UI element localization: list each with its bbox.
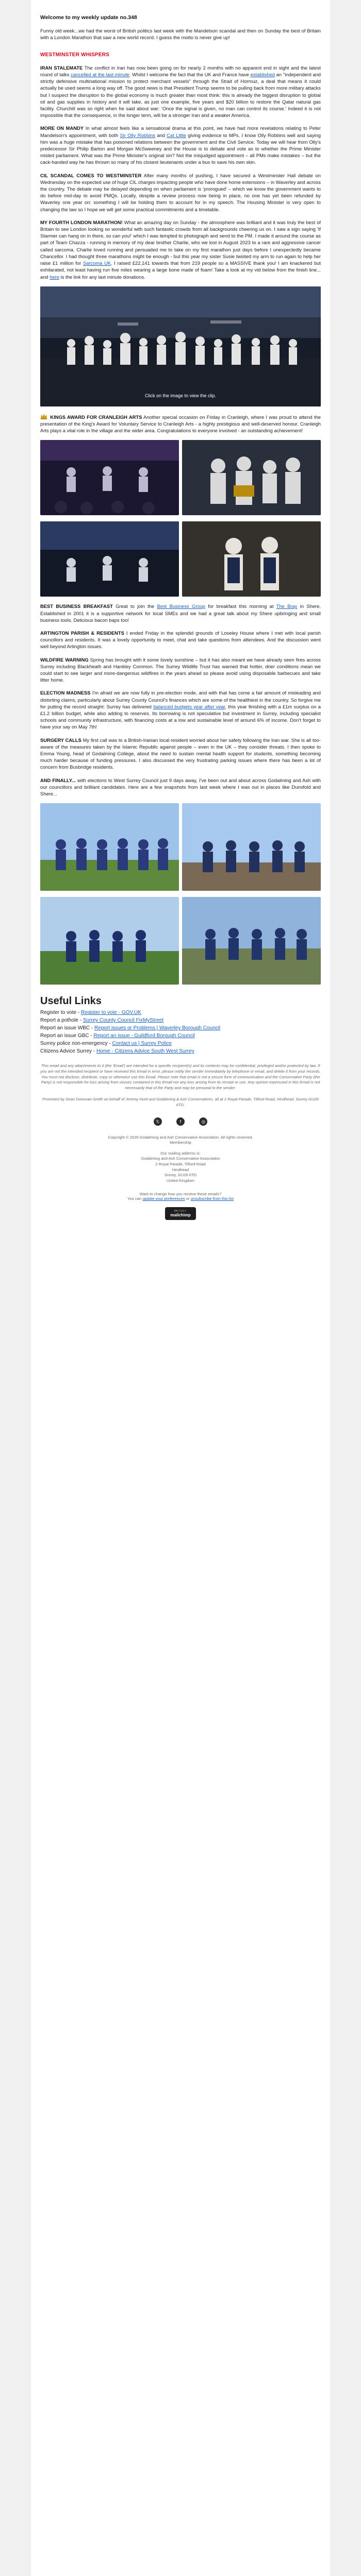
useful-link[interactable]: Report an issue - Guildford Borough Council xyxy=(93,1033,195,1039)
cranleigh-photos xyxy=(40,440,321,515)
the-bray-link[interactable]: The Bray xyxy=(276,603,298,609)
iran-lead: IRAN STALEMATE xyxy=(40,64,83,71)
marathon-photo xyxy=(40,286,321,406)
section-title: WESTMINSTER WHISPERS xyxy=(40,52,110,58)
marathon-text3: is the link for any last minute donations. xyxy=(59,274,145,280)
mandy-text1: In what almost feels like a sensational drama at this point, we have had more revelations relating to Peter Mandelson's appointment, with both xyxy=(40,125,321,138)
election-lead: ELECTION MADNESS xyxy=(40,690,91,696)
arrington-lead: ARTINGTON PARISH & RESIDENTS xyxy=(40,630,124,636)
useful-link[interactable]: Home - Citizens Advice South West Surrey xyxy=(96,1048,194,1055)
donation-here-link[interactable]: here xyxy=(50,274,60,280)
finally-paragraph xyxy=(40,777,321,798)
marathon-text1: What an amazing day on Sunday - the atmosphere was brilliant and it was truly the best of Britain to see London looking so wonderful with such fantastic crowds from all backgrounds cheering us on. I saw a sign saying 'If Starmer can hang on in there, so can you!' which I was tempted to photograph and send to the PM. I made it around the course as part of Team Chazza - running in memory of my dear brother Charlie, who we lost in August 2023 to a rare and aggressive cancer called sarcoma. Charlie loved running and persuaded me to take on my first marathon just days before I unexpectedly became Chancellor. I had thought three marathons might be enough - but this year my sister Susie twisted my arm to run again to help her raise £1 million for xyxy=(40,219,321,266)
cranleigh-photo-4 xyxy=(182,521,321,597)
wildfire-text: Spring has brought with it some lovely sunshine – but it has also meant we have already seen fires across Surrey including Blackheath and Hankley Common. The Surrey Wildlife Trust has warned that hotter, drier conditions mean we could start to see larger and more-dangerous wildfires in the years ahead so please avoid using disposable barbecues and take litter home. xyxy=(40,656,321,683)
iran-text2: . Whilst I welcome the fact that the UK and France have xyxy=(129,72,251,78)
social-links xyxy=(40,1116,321,1126)
breakfast-text2: for breakfast this morning at xyxy=(205,603,276,609)
address-line: Surrey, GU26 6TD xyxy=(164,1173,197,1178)
preferences-line xyxy=(40,1196,321,1201)
useful-link[interactable]: Report issues or Problems | Waverley Borough Council xyxy=(94,1025,221,1031)
breakfast-lead: BEST BUSINESS BREAKFAST xyxy=(40,603,113,609)
useful-link-label: Report an issue WBC - xyxy=(40,1025,95,1031)
campaign-photo-4 xyxy=(182,897,321,985)
cranleigh-photo-2 xyxy=(182,440,321,515)
address-line: United Kingdom xyxy=(166,1178,195,1183)
wildfire-lead: WILDFIRE WARNING xyxy=(40,656,89,663)
intuit-label: INTUIT xyxy=(174,1210,187,1213)
mandy-text3: giving evidence to MPs. I know Olly Robbins well and saying him was a huge mistake that has poisoned relations between the government and the Civil Service. Today we will hear from Olly's predecessor Sir Philip Barton and Morgan McSweeney and the House is to debate and vote as to whether the Prime Minister misled parliament. What was the Prime Minister's original sin? Not the misjudged appointment – all PMs make mistakes – but the cack-handed way he has thrown so many of his closest lieutenants under a bus to save his own skin. xyxy=(40,132,321,165)
useful-link[interactable]: Register to vote - GOV.UK xyxy=(80,1010,141,1016)
useful-links xyxy=(40,995,321,1055)
greeting: Welcome to my weekly update no.348 xyxy=(40,14,137,21)
x-twitter-icon[interactable]: 𝕏 xyxy=(154,1117,162,1126)
mandy-paragraph xyxy=(40,125,321,165)
wildfire-paragraph xyxy=(40,656,321,684)
cil-lead: CIL SCANDAL COMES TO WESTMINSTER xyxy=(40,172,142,178)
change-text: Want to change how you receive these emails? xyxy=(139,1192,222,1197)
surgery-lead: SURGERY CALLS xyxy=(40,737,81,743)
useful-link[interactable]: Surrey County Council FixMyStreet xyxy=(83,1018,163,1024)
address-line: 2 Royal Parade, Tilford Road xyxy=(155,1161,206,1166)
marathon-paragraph xyxy=(40,219,321,280)
kings-text: Another special occasion on Friday in Cranleigh, where I was proud to attend the presentation of the King's Award for Voluntary Service to Cranleigh Arts - a highly prestigious and well-deserved honour. Cranleigh Arts plays a vital role in the village and the wider area. Congratulations to everyone involved - an outstanding achievement! xyxy=(40,414,321,434)
video-caption[interactable]: Click on the image to view the clip. xyxy=(144,393,217,398)
sarcoma-uk-link[interactable]: Sarcoma UK xyxy=(83,260,111,266)
finally-text: with elections to West Surrey Council just 9 days away, I've been out and about across Godalming and Ash with our councillors and brilliant candidates. Here are a few snapshots from last week where I was out in places like Dunsfold and Shere... xyxy=(40,777,321,796)
useful-link-row xyxy=(40,1024,321,1032)
mandy-lead: MORE ON MANDY xyxy=(40,125,84,131)
preferences-block xyxy=(40,1192,321,1220)
useful-link-label: Report an issue GBC - xyxy=(40,1033,94,1039)
membership: Membership xyxy=(170,1140,191,1145)
useful-links-title: Useful Links xyxy=(40,995,102,1007)
copyright: Copyright © 2026 Godalming and Ash Conservative Association. All rights reserved. xyxy=(108,1134,253,1140)
kings-lead: KINGS AWARD FOR CRANLEIGH ARTS xyxy=(50,414,142,420)
campaign-photos-2 xyxy=(40,897,321,985)
mailchimp-label: mailchimp xyxy=(170,1213,191,1218)
useful-link-row xyxy=(40,1032,321,1040)
preferences-or: or xyxy=(185,1196,191,1201)
intro-paragraph: Funny old week...we had the worst of British politics last week with the Mandelson scandal and then on Sunday the best of Britain with a London Marathon that saw a new world record. I guess the motto is never give up! xyxy=(40,28,321,41)
address-line: Godalming and Ash Conservative Association xyxy=(141,1156,220,1161)
footer xyxy=(31,1055,330,1220)
legal-disclaimer: This email and any attachments to it (the 'Email') are intended for a specific recipient(s) and its contents may be confidential, privileged and/or protected by law. If you are not the intended recipient or have received this Email in error, please notify the sender immediately by telephone or email, and delete it from your records. You must not disclose, distribute, copy or otherwise use this Email. Please note that email is not a secure form of communication and the Conservative Party (the Party) is not responsible for loss arising from viruses contained in this Email nor any loss arising from its receipt or use. Any opinion expressed in this Email is not necessarily that of the Party and may be personal to the sender. xyxy=(40,1063,321,1090)
promoted-by: Promoted by Sean Donovan-Smith on behalf of Jeremy Hunt and Godalming & Ash Conservatives, all at 2 Royal Parade, Tilford Road, Hindhead, Surrey GU26 6TD. xyxy=(42,1097,319,1107)
cranleigh-photo-3 xyxy=(40,521,179,597)
cranleigh-photos-2 xyxy=(40,521,321,597)
address-line: Hindhead xyxy=(172,1167,189,1172)
cil-paragraph xyxy=(40,172,321,213)
copyright-block xyxy=(40,1135,321,1184)
preferences-prefix: You can xyxy=(127,1196,143,1201)
mailchimp-badge[interactable] xyxy=(165,1207,196,1220)
cat-little-link[interactable]: Cat Little xyxy=(167,132,186,138)
crown-icon xyxy=(40,413,47,420)
email-body xyxy=(31,0,330,1055)
election-paragraph xyxy=(40,689,321,730)
campaign-photo-1 xyxy=(40,803,179,891)
useful-link[interactable]: Contact us | Surrey Police xyxy=(112,1041,172,1047)
election-text2: , this year finishing with a £1m surplus on a £1.2 billion budget, while also adding to reserves. Its borrowing is not speculative but investment in Surrey, including specialist schools and community infrastructure, with financing costs at a low and sustainable level of around 6% of income. Don't forget to have your say on May 7th! xyxy=(40,703,321,730)
campaign-photo-3 xyxy=(40,897,179,985)
cranleigh-photo-1 xyxy=(40,440,179,515)
mailing-address-label: Our mailing address is: xyxy=(160,1150,201,1156)
unsubscribe-link[interactable]: unsubscribe from this list xyxy=(190,1196,234,1201)
breakfast-text1: Great to join the xyxy=(116,603,157,609)
surgery-paragraph xyxy=(40,737,321,771)
best-business-group-link[interactable]: Best Business Group xyxy=(157,603,206,609)
arrington-text: I ended Friday in the splendid grounds of Loseley House where I met with local parish councillors and residents. It was a lovely opportunity to meet, chat and take questions from attendees. And the discussion went well beyond Artington issues. xyxy=(40,630,321,650)
marathon-lead: MY FOURTH LONDON MARATHON! xyxy=(40,219,123,225)
finally-lead: AND FINALLY... xyxy=(40,777,76,783)
balanced-budgets-link[interactable]: balanced budgets year after year xyxy=(153,703,225,709)
marathon-text2: . I raised £22,141 towards that from 219 people so a MASSIVE thank you! I am knackered but exhilarated, not least having run five miles wearing a large bone made of foam! Take a look at my vid below from the finish line... and xyxy=(40,260,321,280)
useful-link-label: Citizens Advice Surrey - xyxy=(40,1048,96,1055)
breakfast-paragraph xyxy=(40,603,321,623)
marathon-video-thumbnail[interactable] xyxy=(40,286,321,406)
breakfast-text3: in Shere. Established in 2001 it is a supportive network for local SMEs and we had a great talk about my Shere upbringing and small business tools. Delicious bacon baps too! xyxy=(40,603,321,623)
kings-paragraph xyxy=(40,413,321,434)
useful-link-row xyxy=(40,1040,321,1047)
useful-link-row xyxy=(40,1009,321,1016)
instagram-icon[interactable]: ◎ xyxy=(199,1117,207,1126)
email-container xyxy=(31,0,330,2576)
surgery-text: My first call was to a British-Iranian local resident worried about her safety following the Iran war. She is all too-aware of the measures taken by the Islamic Republic against people – even in the UK – they consider threats. I then spoke to Emma Young, head of Godalming College, about the need to sustain mental health support for students, something becoming much harder because of funding pressures. I also discussed the very frustrating parking issues where there has been a lot of concern from Busbridge residents. xyxy=(40,737,321,770)
useful-link-label: Report a pothole - xyxy=(40,1018,83,1024)
cil-text: After many months of pushing, I have secured a Westminster Hall debate on Wednesday on the expected use of huge CIL charges impacting people who have done home extensions – in Waverley and across the country. The debate may be delayed depending on when parliament is 'prorogued' – which we know the government wants to do before mid-day to avoid PMQs. Locally, despite a review process now being in place, no one has yet been refunded by Waverley one year on: something I will be holding them to account for in my speech. The Housing Minister is very open to changing the law so I hope we will get some practical commitments and a timetable. xyxy=(40,172,321,212)
arrington-paragraph xyxy=(40,630,321,650)
talks-cancelled-link[interactable]: cancelled at the last minute xyxy=(71,72,129,78)
election-text1: I'm afraid we are now fully in pre-election mode, and with that has come a fair amount of misleading and distorting claims, particularly about Surrey County Council's finances which are some of the healthiest in the country. So forgive me for putting the record straight: Surrey has delivered xyxy=(40,690,321,709)
campaign-photo-2 xyxy=(182,803,321,891)
useful-link-row xyxy=(40,1016,321,1024)
established-link[interactable]: established xyxy=(250,72,275,78)
campaign-photos xyxy=(40,803,321,891)
mandy-text2: and xyxy=(155,132,167,138)
iran-text1: The conflict in Iran has now been going on for nearly 2 months with no apparent end in sight and the latest round of talks xyxy=(40,64,321,78)
olly-robbins-link[interactable]: Sir Olly Robbins xyxy=(120,132,156,138)
useful-link-row xyxy=(40,1047,321,1055)
iran-paragraph xyxy=(40,64,321,119)
useful-link-label: Surrey police non-emergency - xyxy=(40,1041,112,1047)
update-preferences-link[interactable]: update your preferences xyxy=(142,1196,185,1201)
iran-text3: an "independent and strictly defensive multinational mission to protect merchant vessels" through the Strait of Hormuz, a deal that means it could actually be used seems a long way off. The good news is that President Trump seems to be pulling back from more military attacks but I suspect the disruption to the global economy is much greater than most think: this is already the biggest disruption to global oil and gas supplies in history and it will take, as just one example, five years and $20 billion to restore the Qatar natural gas facility. Churchill was so right when he said about war: 'Once the signal is given, no man can control its course.' Indeed it is not impossible that the consequence, in the longer term, will be a stronger Iran and a weaker America. xyxy=(40,72,321,118)
useful-link-label: Register to vote - xyxy=(40,1010,81,1016)
facebook-icon[interactable]: f xyxy=(176,1117,185,1126)
